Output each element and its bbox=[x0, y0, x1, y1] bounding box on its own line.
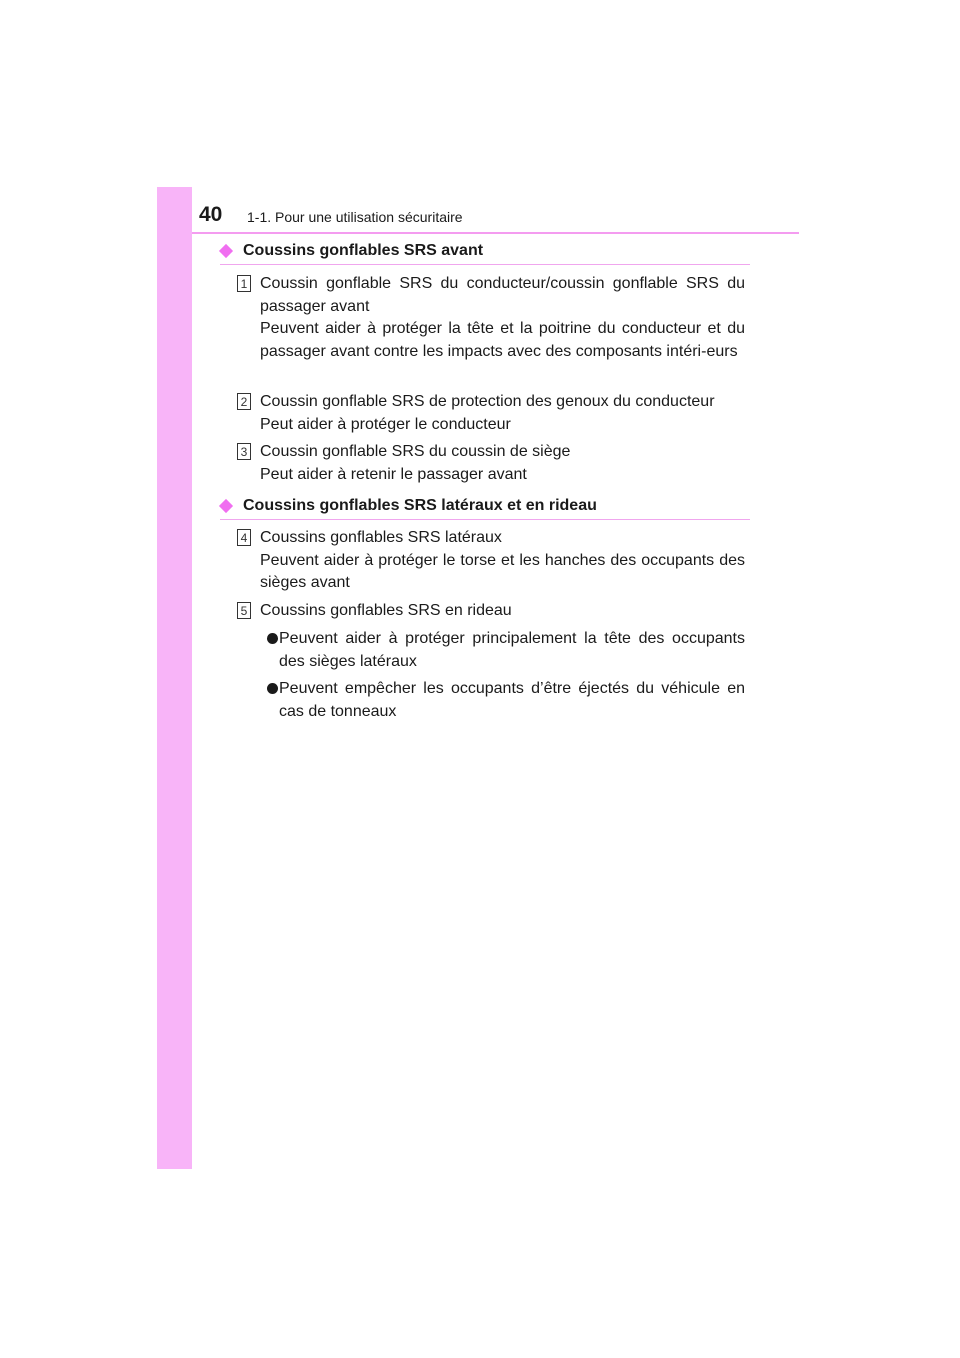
item-number: 5 bbox=[237, 602, 251, 619]
diamond-icon bbox=[219, 499, 233, 513]
item-line: Coussin gonflable SRS du conducteur/coussin gonflable SRS du passager avant bbox=[260, 275, 745, 315]
item-line: Peut aider à protéger le conducteur bbox=[260, 415, 511, 433]
page-number: 40 bbox=[199, 203, 223, 226]
item-number: 4 bbox=[237, 529, 251, 546]
item-line: Coussins gonflables SRS latéraux bbox=[260, 529, 502, 546]
sidebar-tab bbox=[157, 187, 192, 1169]
bullet-icon bbox=[267, 683, 278, 694]
item-number: 1 bbox=[237, 275, 251, 292]
bullet-text: Peuvent empêcher les occupants d’être éjectés du véhicule en cas de tonneaux bbox=[279, 680, 745, 720]
item-text bbox=[260, 273, 745, 363]
bullet-text: Peuvent aider à protéger principalement la tête des occupants des sièges latéraux bbox=[279, 630, 745, 670]
section-heading bbox=[220, 242, 750, 265]
item-number: 2 bbox=[237, 393, 251, 410]
section-title: Coussins gonflables SRS avant bbox=[243, 242, 484, 259]
item-text bbox=[260, 600, 745, 623]
item-number: 3 bbox=[237, 443, 251, 460]
item-text bbox=[260, 441, 745, 486]
diamond-icon bbox=[219, 244, 233, 258]
bullet-icon bbox=[267, 633, 278, 644]
item-line: Coussin gonflable SRS de protection des genoux du conducteur bbox=[260, 393, 715, 410]
item-text bbox=[260, 527, 745, 595]
item-line: Peuvent aider à protéger le torse et les hanches des occupants des sièges avant bbox=[260, 551, 745, 591]
item-line: Peut aider à retenir le passager avant bbox=[260, 465, 527, 483]
section-heading bbox=[220, 497, 750, 520]
header-rule bbox=[192, 232, 799, 234]
item-line: Peuvent aider à protéger la tête et la poitrine du conducteur et du passager avant contre les impacts avec des composants intéri-eurs bbox=[260, 320, 745, 360]
section-title: Coussins gonflables SRS latéraux et en rideau bbox=[243, 497, 597, 514]
item-text bbox=[260, 391, 745, 436]
chapter-title: 1-1. Pour une utilisation sécuritaire bbox=[247, 209, 463, 225]
item-line: Coussins gonflables SRS en rideau bbox=[260, 602, 512, 619]
item-line: Coussin gonflable SRS du coussin de siège bbox=[260, 443, 571, 460]
